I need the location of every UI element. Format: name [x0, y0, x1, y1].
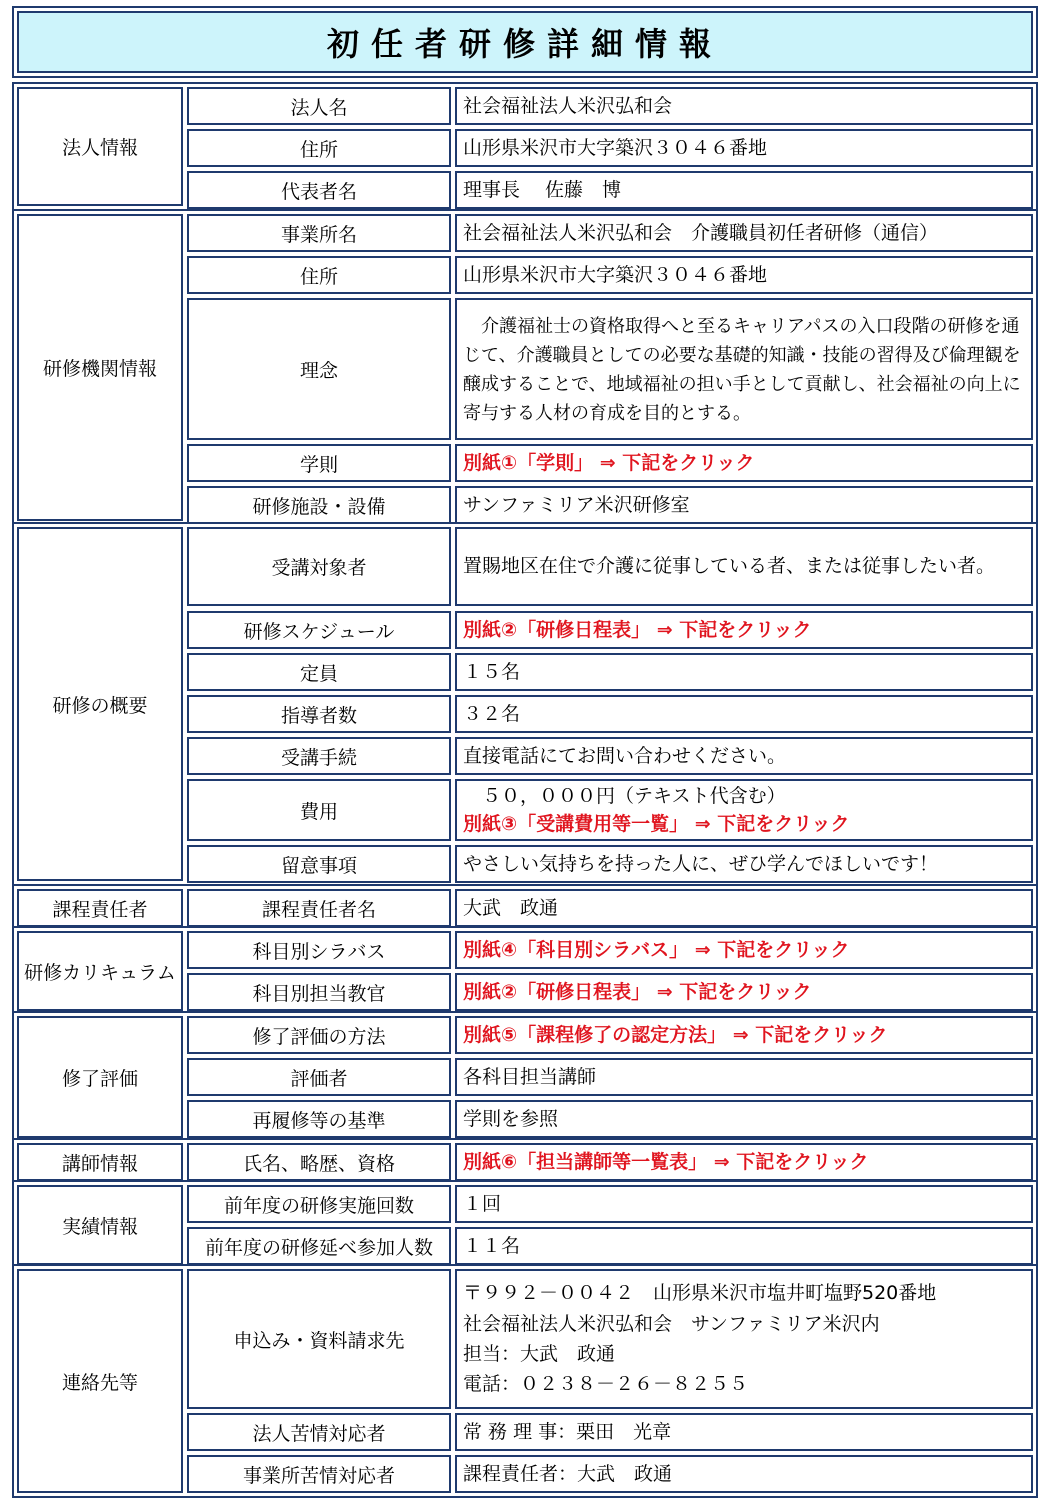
row-value-cell — [455, 973, 1033, 1011]
table-row — [187, 1455, 1033, 1493]
row-value: 山形県米沢市大字築沢３０４６番地 — [455, 256, 1033, 294]
row-value-cell — [455, 611, 1033, 649]
table-row — [187, 1100, 1033, 1138]
row-key: 費用 — [187, 779, 451, 841]
section-label: 研修カリキュラム — [17, 931, 183, 1011]
row-key: 氏名、略歴、資格 — [187, 1143, 451, 1181]
row-value: やさしい気持ちを持った人に、ぜひ学んでほしいです！ — [455, 845, 1033, 883]
row-value: 直接電話にてお問い合わせください。 — [455, 737, 1033, 775]
attachment-link[interactable]: 別紙③「受講費用等一覧」 ⇒ 下記をクリック — [463, 813, 850, 835]
row-value-cell — [455, 1143, 1033, 1181]
table-row — [187, 931, 1033, 969]
row-value: ３２名 — [455, 695, 1033, 733]
row-key: 研修施設・設備 — [187, 486, 451, 524]
postal-address: 〒９９２－００４２ 山形県米沢市塩井町塩野520番地 — [463, 1282, 937, 1305]
row-value: 常 務 理 事：栗田 光章 — [455, 1413, 1033, 1451]
section-evaluation — [12, 1011, 1038, 1143]
row-key: 受講対象者 — [187, 527, 451, 606]
philosophy-text: 介護福祉士の資格取得へと至るキャリアパスの入口段階の研修を通じて、介護職員としての必要な基礎的知識・技能の習得及び倫理観を醸成することで、地域福祉の担い手として貢献し、社会福祉の向上に寄与する人材の育成を目的とする。 — [455, 298, 1033, 440]
row-key: 住所 — [187, 256, 451, 294]
fee-text: ５０，０００円（テキスト代含む） — [463, 784, 786, 807]
table-row — [187, 486, 1033, 524]
attachment-link[interactable]: 別紙①「学則」 ⇒ 下記をクリック — [463, 451, 755, 474]
row-value: サンファミリア米沢研修室 — [455, 486, 1033, 524]
row-value: 学則を参照 — [455, 1100, 1033, 1138]
row-value-cell — [455, 931, 1033, 969]
row-key: 事業所苦情対応者 — [187, 1455, 451, 1493]
row-key: 前年度の研修実施回数 — [187, 1185, 451, 1223]
table-row — [187, 611, 1033, 649]
row-key: 科目別担当教官 — [187, 973, 451, 1011]
attachment-link[interactable]: 別紙④「科目別シラバス」 ⇒ 下記をクリック — [463, 938, 850, 961]
row-key: 研修スケジュール — [187, 611, 451, 649]
table-row — [187, 87, 1033, 125]
attachment-link[interactable]: 別紙②「研修日程表」 ⇒ 下記をクリック — [463, 980, 812, 1003]
row-key: 再履修等の基準 — [187, 1100, 451, 1138]
table-row — [187, 1143, 1033, 1181]
section-curriculum — [12, 926, 1038, 1016]
section-label: 法人情報 — [17, 87, 183, 206]
title-box — [12, 6, 1038, 78]
row-value: １１名 — [455, 1227, 1033, 1265]
facility-name: 社会福祉法人米沢弘和会 サンファミリア米沢内 — [463, 1312, 880, 1335]
table-row — [187, 973, 1033, 1011]
table-row — [187, 1413, 1033, 1451]
row-key: 法人苦情対応者 — [187, 1413, 451, 1451]
page-title: 初任者研修詳細情報 — [17, 11, 1033, 73]
attachment-link[interactable]: 別紙②「研修日程表」 ⇒ 下記をクリック — [463, 618, 812, 641]
section-label: 研修の概要 — [17, 527, 183, 881]
row-key: 学則 — [187, 444, 451, 482]
row-key: 受講手続 — [187, 737, 451, 775]
section-label: 実績情報 — [17, 1185, 183, 1265]
row-key: 留意事項 — [187, 845, 451, 883]
row-value: 山形県米沢市大字築沢３０４６番地 — [455, 129, 1033, 167]
row-value: １５名 — [455, 653, 1033, 691]
table-row — [187, 171, 1033, 209]
row-key: 前年度の研修延べ参加人数 — [187, 1227, 451, 1265]
row-value: 課程責任者：大武 政通 — [455, 1455, 1033, 1493]
table-row — [187, 845, 1033, 883]
row-key: 法人名 — [187, 87, 451, 125]
row-value: 社会福祉法人米沢弘和会 — [455, 87, 1033, 125]
row-value-cell — [455, 779, 1033, 841]
row-key: 申込み・資料請求先 — [187, 1269, 451, 1409]
row-key: 課程責任者名 — [187, 889, 451, 927]
row-value: 各科目担当講師 — [455, 1058, 1033, 1096]
section-instructor — [12, 1138, 1038, 1186]
contact-address-cell — [455, 1269, 1033, 1409]
table-row — [187, 298, 1033, 440]
table-row — [187, 779, 1033, 841]
row-value-cell — [455, 444, 1033, 482]
attachment-link[interactable]: 別紙⑥「担当講師等一覧表」 ⇒ 下記をクリック — [463, 1150, 869, 1173]
table-row — [187, 214, 1033, 252]
row-key: 事業所名 — [187, 214, 451, 252]
table-row — [187, 256, 1033, 294]
section-course-manager — [12, 884, 1038, 932]
row-value-cell — [455, 1016, 1033, 1054]
section-label: 研修機関情報 — [17, 214, 183, 521]
table-row — [187, 1269, 1033, 1409]
table-row — [187, 653, 1033, 691]
section-overview — [12, 522, 1038, 886]
contact-person: 担当：大武 政通 — [463, 1343, 616, 1365]
row-value: １回 — [455, 1185, 1033, 1223]
row-key: 指導者数 — [187, 695, 451, 733]
table-row — [187, 444, 1033, 482]
section-corp-info — [12, 82, 1038, 211]
row-key: 代表者名 — [187, 171, 451, 209]
row-value: 理事長 佐藤 博 — [455, 171, 1033, 209]
row-key: 理念 — [187, 298, 451, 440]
table-row — [187, 527, 1033, 606]
section-label: 修了評価 — [17, 1016, 183, 1138]
table-row — [187, 737, 1033, 775]
table-row — [187, 129, 1033, 167]
row-key: 住所 — [187, 129, 451, 167]
table-row — [187, 1227, 1033, 1265]
row-key: 評価者 — [187, 1058, 451, 1096]
section-institution-info — [12, 209, 1038, 526]
section-contact — [12, 1264, 1038, 1498]
section-label: 講師情報 — [17, 1143, 183, 1181]
table-row — [187, 1016, 1033, 1054]
row-key: 科目別シラバス — [187, 931, 451, 969]
row-value: 大武 政通 — [455, 889, 1033, 927]
section-label: 連絡先等 — [17, 1269, 183, 1493]
row-value: 社会福祉法人米沢弘和会 介護職員初任者研修（通信） — [455, 214, 1033, 252]
row-value: 置賜地区在住で介護に従事している者、または従事したい者。 — [455, 527, 1033, 606]
row-key: 修了評価の方法 — [187, 1016, 451, 1054]
table-row — [187, 1058, 1033, 1096]
table-row — [187, 695, 1033, 733]
table-row — [187, 889, 1033, 927]
row-key: 定員 — [187, 653, 451, 691]
section-results — [12, 1180, 1038, 1270]
section-label: 課程責任者 — [17, 889, 183, 927]
attachment-link[interactable]: 別紙⑤「課程修了の認定方法」 ⇒ 下記をクリック — [463, 1023, 888, 1046]
table-row — [187, 1185, 1033, 1223]
phone-number: 電話：０２３８－２６－８２５５ — [463, 1373, 749, 1396]
